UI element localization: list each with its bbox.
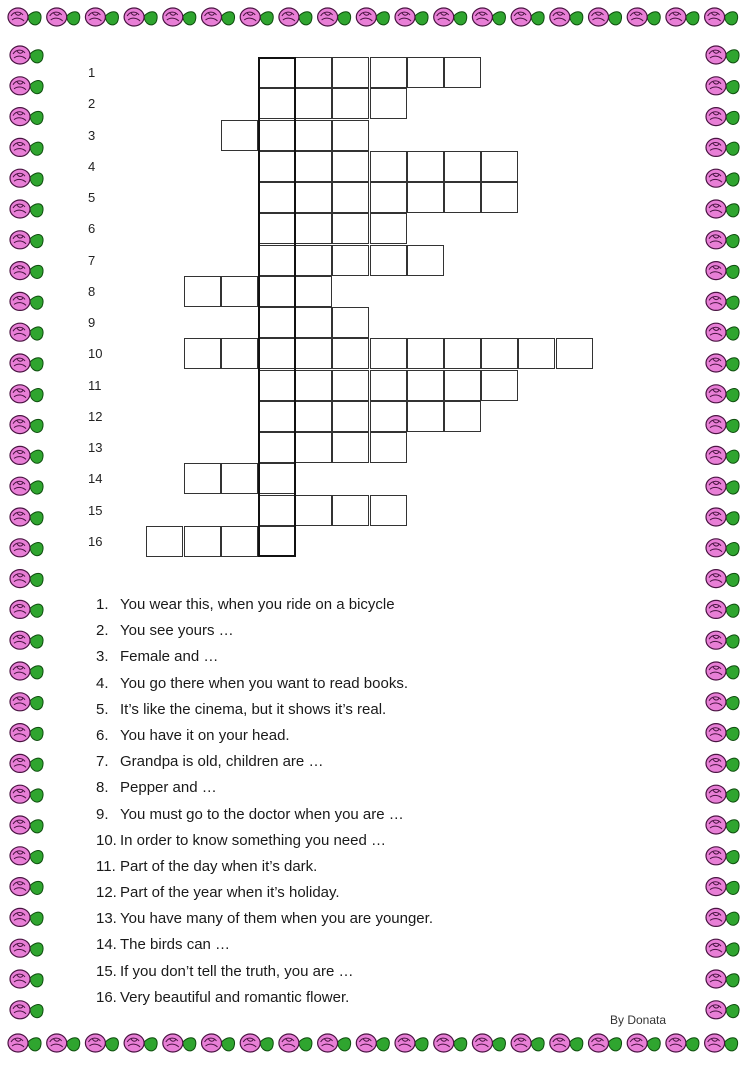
clue-item [96,987,433,1013]
clue-text: In order to know something you need … [120,831,386,849]
row-number: 5 [88,190,96,205]
letter-cell[interactable] [146,526,183,557]
letter-cell[interactable] [518,338,555,369]
letter-cell[interactable] [332,213,369,244]
rose-icon [10,1001,43,1019]
rose-icon [10,816,43,834]
letter-cell[interactable] [407,57,444,88]
rose-icon [10,754,43,772]
letter-cell[interactable] [221,276,258,307]
letter-cell[interactable] [481,182,518,213]
letter-cell[interactable] [481,338,518,369]
rose-icon [356,8,389,26]
clue-item [96,646,433,672]
letter-cell[interactable] [407,370,444,401]
rose-icon [706,138,739,156]
letter-cell[interactable] [295,182,332,213]
key-cell[interactable] [258,495,295,526]
clue-text: Pepper and … [120,779,217,797]
rose-icon [706,816,739,834]
key-cell[interactable] [258,338,295,369]
rose-icon [395,1034,428,1052]
row-number: 7 [88,252,96,268]
rose-icon [706,446,739,464]
rose-icon [589,1034,622,1052]
key-cell[interactable] [258,276,295,307]
rose-icon [356,1034,389,1052]
letter-cell[interactable] [295,276,332,307]
rose-icon [706,108,739,126]
key-cell[interactable] [258,213,295,244]
clue-number: 2. [96,622,109,640]
key-cell[interactable] [258,182,295,213]
letter-cell[interactable] [332,182,369,213]
rose-icon [706,169,739,187]
rose-icon [10,878,43,896]
letter-cell[interactable] [370,182,407,213]
key-cell[interactable] [258,120,295,151]
key-cell[interactable] [258,88,295,119]
rose-icon [10,477,43,495]
letter-cell[interactable] [556,338,593,369]
rose-icon [706,477,739,495]
letter-cell[interactable] [444,151,481,182]
rose-icon [706,908,739,926]
clue-text: You must go to the doctor when you are … [120,805,404,823]
rose-icon [10,939,43,957]
clue-number: 10. [96,831,117,849]
rose-icon [10,416,43,434]
row-number: 9 [88,315,96,330]
rose-icon [666,1034,699,1052]
letter-cell[interactable] [407,338,444,369]
letter-cell[interactable] [332,495,369,526]
letter-cell[interactable] [481,370,518,401]
rose-icon [10,570,43,588]
key-cell[interactable] [258,526,295,557]
key-cell[interactable] [258,432,295,463]
clue-number: 4. [96,674,109,692]
rose-icon [279,1034,312,1052]
rose-icon [47,8,80,26]
rose-icon [705,8,738,26]
rose-icon [10,354,43,372]
rose-icon [706,323,739,341]
rose-icon [202,1034,235,1052]
letter-cell[interactable] [332,57,369,88]
clue-text: It’s like the cinema, but it shows it’s real. [120,700,387,718]
rose-icon [666,8,699,26]
rose-icon [706,724,739,742]
row-number: 13 [88,440,103,455]
clue-text: You see yours … [120,622,234,640]
clue-number: 1. [96,596,109,613]
key-cell[interactable] [258,245,295,276]
letter-cell[interactable] [332,151,369,182]
rose-icon [10,508,43,526]
clue-number: 9. [96,805,109,823]
rose-icon [10,323,43,341]
rose-icon [10,200,43,218]
rose-icon [240,1034,273,1052]
rose-icon [550,8,583,26]
rose-icon [511,1034,544,1052]
letter-cell[interactable] [295,88,332,119]
rose-icon [550,1034,583,1052]
clue-number: 5. [96,700,109,718]
letter-cell[interactable] [370,338,407,369]
author-credit: By Donata [610,1013,667,1027]
letter-cell[interactable] [221,463,258,494]
row-number: 14 [88,471,103,487]
rose-icon [10,169,43,187]
letter-cell[interactable] [444,182,481,213]
clue-number: 12. [96,884,117,902]
letter-cell[interactable] [370,432,407,463]
rose-icon [10,108,43,126]
letter-cell[interactable] [295,245,332,276]
rose-icon [10,908,43,926]
clue-number: 13. [96,910,117,928]
rose-icon [706,785,739,803]
rose-icon [10,446,43,464]
rose-icon [8,8,41,26]
letter-cell[interactable] [295,213,332,244]
letter-cell[interactable] [332,432,369,463]
row-number: 12 [88,408,103,424]
rose-icon [10,631,43,649]
clue-text: Grandpa is old, children are … [120,753,324,771]
rose-icon [706,600,739,618]
rose-icon [10,539,43,557]
clue-item [96,856,433,882]
clue-text: You go there when you want to read books. [120,674,408,692]
clue-item [96,751,433,777]
clue-text: Very beautiful and romantic flower. [120,988,350,1006]
key-cell[interactable] [258,307,295,338]
key-cell[interactable] [258,401,295,432]
letter-cell[interactable] [295,307,332,338]
letter-cell[interactable] [370,213,407,244]
letter-cell[interactable] [370,370,407,401]
clue-number: 8. [96,779,109,797]
rose-icon [706,46,739,64]
letter-cell[interactable] [370,151,407,182]
rose-icon [10,970,43,988]
letter-cell[interactable] [332,88,369,119]
rose-icon [472,1034,505,1052]
rose-icon [706,939,739,957]
rose-icon [279,8,312,26]
rose-icon [472,8,505,26]
rose-icon [706,354,739,372]
letter-cell[interactable] [184,463,221,494]
clue-text: The birds can … [120,936,231,954]
rose-icon [124,1034,157,1052]
letter-cell[interactable] [221,526,258,557]
clue-item [96,961,433,987]
rose-icon [10,693,43,711]
clue-text: You have many of them when you are younger. [120,910,433,928]
clue-number: 15. [96,962,117,980]
clue-item [96,725,433,751]
letter-cell[interactable] [295,338,332,369]
rose-icon [124,8,157,26]
rose-icon [589,8,622,26]
rose-icon [706,262,739,280]
clue-text: Female and … [120,648,219,666]
rose-icon [85,1034,118,1052]
rose-icon [627,8,660,26]
row-number: 4 [88,158,96,174]
letter-cell[interactable] [184,276,221,307]
clue-number: 16. [96,988,117,1006]
letter-cell[interactable] [370,401,407,432]
rose-icon [85,8,118,26]
letter-cell[interactable] [295,57,332,88]
rose-icon [706,385,739,403]
letter-cell[interactable] [444,57,481,88]
rose-icon [706,570,739,588]
clue-item [96,830,433,856]
clue-item [96,882,433,908]
rose-icon [706,847,739,865]
rose-icon [706,508,739,526]
letter-cell[interactable] [332,307,369,338]
letter-cell[interactable] [295,495,332,526]
rose-icon [10,292,43,310]
rose-icon [706,292,739,310]
rose-icon [706,539,739,557]
rose-icon [706,416,739,434]
rose-icon [706,662,739,680]
clue-item [96,804,433,830]
clue-item [96,777,433,803]
rose-icon [706,1001,739,1019]
rose-icon [163,1034,196,1052]
rose-icon [318,8,351,26]
clue-list [96,594,433,1013]
row-number: 8 [88,283,96,299]
clue-number: 11. [96,857,116,875]
rose-icon [434,8,467,26]
rose-icon [395,8,428,26]
rose-icon [706,878,739,896]
clue-item [96,934,433,960]
row-number: 6 [88,221,96,237]
key-cell[interactable] [258,463,295,494]
row-number: 1 [88,65,96,80]
clue-number: 14. [96,936,117,954]
letter-cell[interactable] [407,401,444,432]
letter-cell[interactable] [295,432,332,463]
clue-text: Part of the day when it’s dark. [120,857,318,875]
row-number: 10 [88,346,103,362]
letter-cell[interactable] [370,88,407,119]
rose-icon [705,1034,738,1052]
letter-cell[interactable] [295,120,332,151]
row-number: 11 [88,377,102,393]
rose-icon [706,970,739,988]
rose-icon [163,8,196,26]
row-number: 15 [88,502,103,518]
clue-number: 7. [96,753,109,771]
letter-cell[interactable] [332,370,369,401]
rose-icon [8,1034,41,1052]
rose-icon [511,8,544,26]
letter-cell[interactable] [332,120,369,151]
clue-text: You wear this, when you ride on a bicycle [120,596,395,613]
rose-icon [10,600,43,618]
rose-icon [10,46,43,64]
letter-cell[interactable] [444,370,481,401]
letter-cell[interactable] [184,338,221,369]
rose-icon [202,8,235,26]
rose-icon [10,385,43,403]
letter-cell[interactable] [370,495,407,526]
letter-cell[interactable] [295,401,332,432]
letter-cell[interactable] [221,338,258,369]
letter-cell[interactable] [332,245,369,276]
clue-text: You have it on your head. [120,726,290,744]
letter-cell[interactable] [370,245,407,276]
letter-cell[interactable] [481,151,518,182]
clue-item [96,908,433,934]
clue-text: Part of the year when it’s holiday. [120,884,340,902]
clue-text: If you don’t tell the truth, you are … [120,962,354,980]
rose-icon [240,8,273,26]
rose-icon [706,231,739,249]
rose-icon [706,754,739,772]
key-cell[interactable] [258,370,295,401]
rose-icon [10,847,43,865]
clue-item [96,620,433,646]
key-cell[interactable] [258,151,295,182]
row-number: 3 [88,127,96,143]
row-number: 16 [88,533,103,549]
letter-cell[interactable] [444,401,481,432]
letter-cell[interactable] [295,370,332,401]
rose-icon [706,200,739,218]
clue-item [96,594,433,620]
clue-number: 3. [96,648,109,666]
rose-icon [706,77,739,95]
letter-cell[interactable] [332,338,369,369]
letter-cell[interactable] [407,151,444,182]
clue-item [96,699,433,725]
key-cell[interactable] [258,57,295,88]
rose-icon [434,1034,467,1052]
letter-cell[interactable] [407,182,444,213]
clue-number: 6. [96,726,109,744]
rose-icon [10,138,43,156]
rose-icon [706,631,739,649]
letter-cell[interactable] [370,57,407,88]
letter-cell[interactable] [407,245,444,276]
letter-cell[interactable] [332,401,369,432]
rose-icon [10,662,43,680]
rose-icon [10,77,43,95]
row-number: 2 [88,96,96,112]
rose-icon [627,1034,660,1052]
clue-item [96,673,433,699]
rose-icon [10,231,43,249]
rose-icon [10,724,43,742]
letter-cell[interactable] [444,338,481,369]
letter-cell[interactable] [184,526,221,557]
rose-icon [10,785,43,803]
rose-icon [318,1034,351,1052]
letter-cell[interactable] [221,120,258,151]
rose-icon [47,1034,80,1052]
letter-cell[interactable] [295,151,332,182]
rose-icon [706,693,739,711]
rose-icon [10,262,43,280]
